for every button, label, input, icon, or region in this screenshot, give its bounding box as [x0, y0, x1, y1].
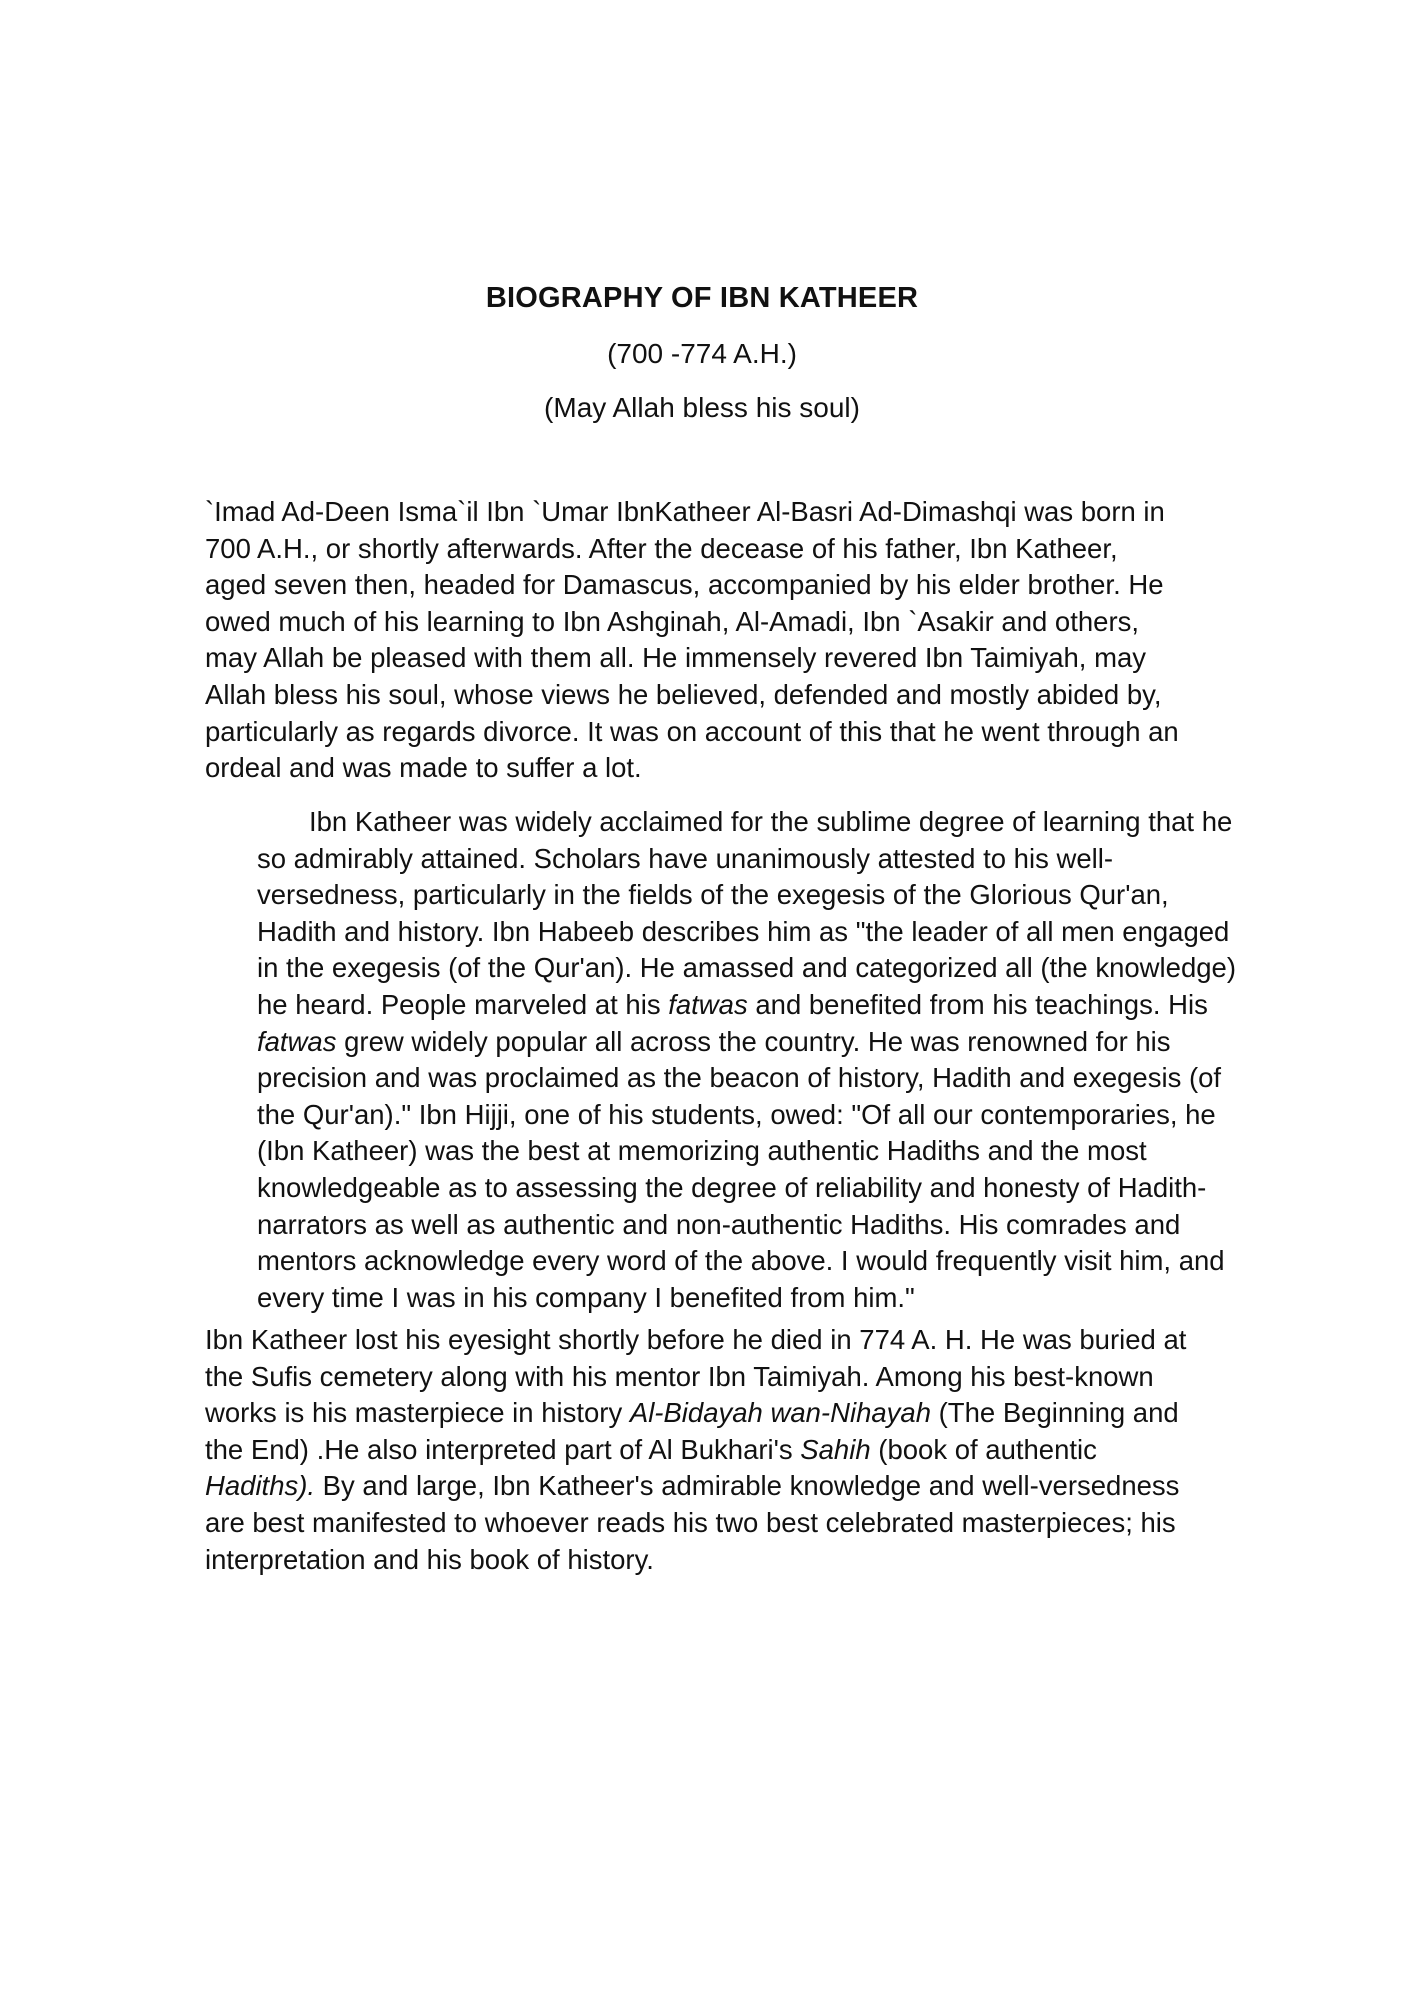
text-line: interpretation and his book of history.	[205, 1543, 654, 1575]
text-line: (Ibn Katheer) was the best at memorizing authentic Hadiths and the most	[257, 1135, 1147, 1167]
text-segment: the End) .He also interpreted part of Al Bukhari's	[205, 1433, 801, 1465]
text-line: may Allah be pleased with them all. He immensely revered Ibn Taimiyah, may	[205, 642, 1147, 674]
text-line: every time I was in his company I benefited from him."	[257, 1281, 915, 1313]
text-line: owed much of his learning to Ibn Ashginah, Al-Amadi, Ibn `Asakir and others,	[205, 605, 1139, 637]
text-line	[205, 987, 1208, 1024]
text-segment: works is his masterpiece in history	[205, 1397, 630, 1429]
text-line: Ibn Katheer was widely acclaimed for the sublime degree of learning that he	[309, 806, 1233, 837]
text-segment: By and large, Ibn Katheer's admirable knowledge and well-versedness	[315, 1470, 1180, 1502]
text-segment: (The Beginning and	[931, 1397, 1179, 1429]
years-subtitle: (700 -774 A.H.)	[607, 338, 797, 369]
text-line: 700 A.H., or shortly afterwards. After the decease of his father, Ibn Katheer,	[205, 532, 1118, 564]
text-line: in the exegesis (of the Qur'an). He amassed and categorized all (the knowledge)	[257, 952, 1236, 984]
text-line: Ibn Katheer lost his eyesight shortly before he died in 774 A. H. He was buried at	[205, 1324, 1187, 1355]
italic-term-fatwas: fatwas	[257, 1025, 337, 1057]
paragraph-early-life	[205, 494, 1205, 787]
text-segment: he heard. People marveled at his	[257, 988, 669, 1020]
italic-term-hadiths: Hadiths).	[205, 1470, 316, 1502]
text-line: ordeal and was made to suffer a lot.	[205, 752, 642, 784]
page-title: BIOGRAPHY OF IBN KATHEER	[485, 282, 919, 314]
italic-term-fatwas: fatwas	[668, 988, 748, 1020]
text-line	[205, 1432, 1205, 1469]
text-line: the Qur'an)." Ibn Hijji, one of his students, owed: "Of all our contemporaries, he	[257, 1098, 1216, 1130]
text-line: are best manifested to whoever reads his two best celebrated masterpieces; his	[205, 1506, 1176, 1538]
text-line: so admirably attained. Scholars have unanimously attested to his well-	[257, 842, 1114, 874]
italic-term-sahih: Sahih	[800, 1433, 871, 1465]
text-line: `Imad Ad-Deen Isma`il Ibn `Umar IbnKatheer Al-Basri Ad-Dimashqi was born in	[205, 496, 1165, 527]
text-line: particularly as regards divorce. It was on account of this that he went through an	[205, 715, 1179, 747]
text-segment: (book of authentic	[870, 1433, 1097, 1465]
paragraph-scholarship	[205, 804, 1236, 1316]
text-line: narrators as well as authentic and non-authentic Hadiths. His comrades and	[257, 1208, 1181, 1240]
text-line: Hadith and history. Ibn Habeeb describes him as "the leader of all men engaged	[257, 915, 1230, 947]
text-line: mentors acknowledge every word of the above. I would frequently visit him, and	[257, 1245, 1225, 1277]
text-line	[205, 1468, 1205, 1505]
text-line: aged seven then, headed for Damascus, accompanied by his elder brother. He	[205, 569, 1164, 601]
text-line: the Sufis cemetery along with his mentor Ibn Taimiyah. Among his best-known	[205, 1360, 1154, 1392]
blessing-subtitle: (May Allah bless his soul)	[544, 392, 860, 423]
text-line: knowledgeable as to assessing the degree of reliability and honesty of Hadith-	[257, 1171, 1207, 1203]
italic-book-title: Al-Bidayah wan-Nihayah	[629, 1397, 931, 1429]
text-line	[205, 1395, 1205, 1432]
text-segment: grew widely popular all across the country. He was renowned for his	[336, 1025, 1171, 1057]
text-line	[205, 1024, 1205, 1061]
text-line: precision and was proclaimed as the beacon of history, Hadith and exegesis (of	[257, 1062, 1222, 1094]
text-line: versedness, particularly in the fields of the exegesis of the Glorious Qur'an,	[257, 879, 1169, 911]
text-line: Allah bless his soul, whose views he believed, defended and mostly abided by,	[205, 678, 1162, 710]
paragraph-later-life	[205, 1322, 1205, 1578]
text-segment: and benefited from his teachings. His	[747, 988, 1208, 1020]
